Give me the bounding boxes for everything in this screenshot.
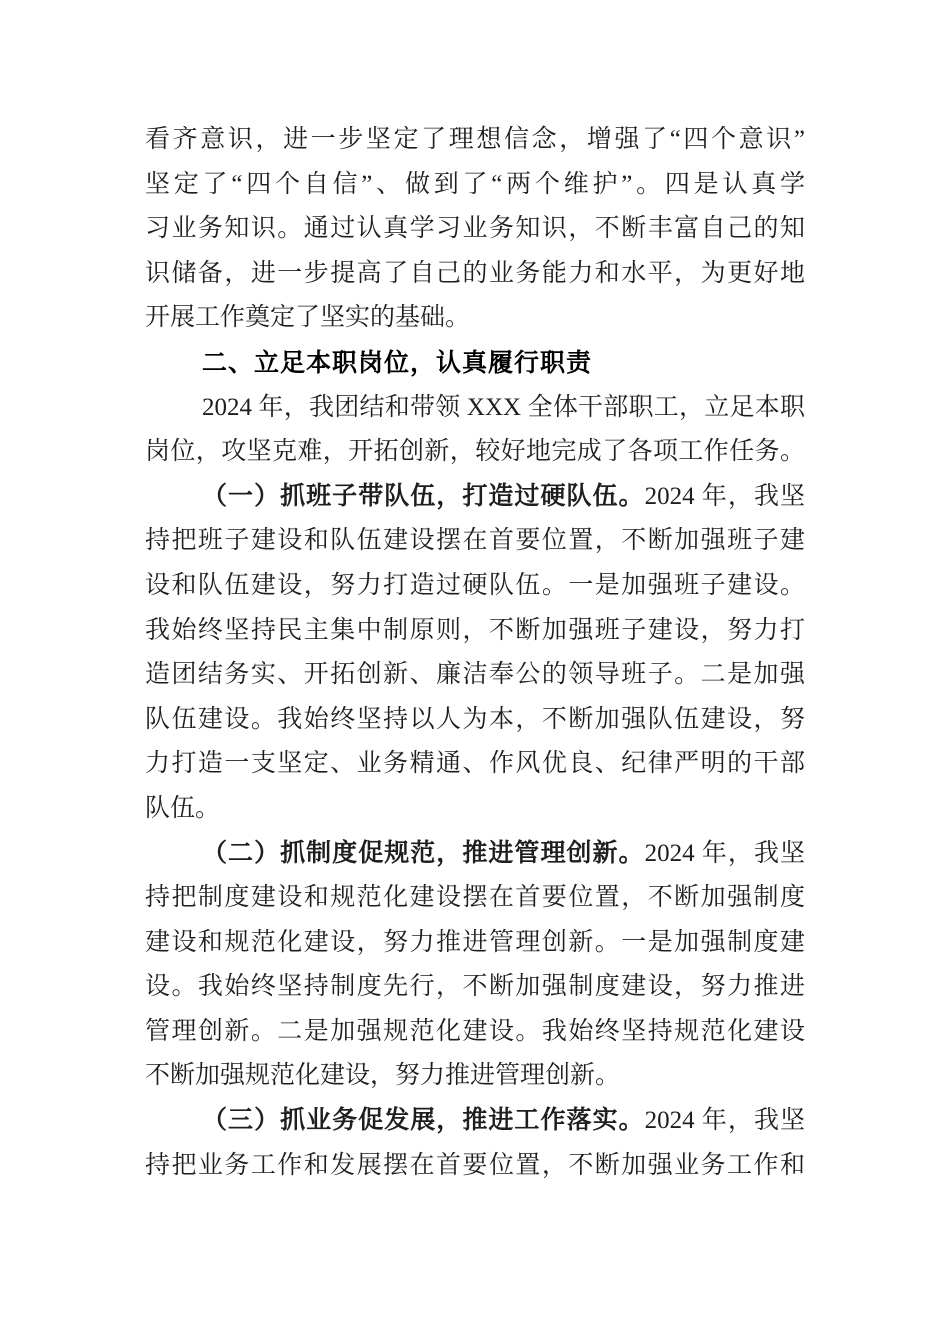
- text-line: [145, 921, 805, 966]
- text-line: [145, 1054, 805, 1099]
- text-line: [145, 1010, 805, 1055]
- text-run: 队伍。: [145, 794, 221, 822]
- text-line: [145, 832, 805, 877]
- text-run: 坚定了“四个自信”、做到了“两个维护”。四是认真学: [145, 170, 805, 198]
- text-line: [145, 787, 805, 832]
- text-line: [145, 296, 805, 341]
- text-run: 2024 年，我坚: [644, 839, 805, 867]
- text-run: 看齐意识，进一步坚定了理想信念，增强了“四个意识”: [145, 126, 805, 153]
- text-run: 识储备，进一步提高了自己的业务能力和水平，为更好地: [145, 259, 805, 287]
- text-run: 2024 年，我坚: [644, 482, 805, 510]
- text-block: [145, 118, 805, 1188]
- text-run: 我始终坚持民主集中制原则，不断加强班子建设，努力打: [145, 616, 805, 644]
- section-heading-line: [145, 341, 805, 386]
- text-run: 持把班子建设和队伍建设摆在首要位置，不断加强班子建: [145, 527, 805, 555]
- text-line: [145, 742, 805, 787]
- text-run: 2024 年，我坚: [644, 1107, 805, 1135]
- text-run: 习业务知识。通过认真学习业务知识，不断丰富自己的知: [145, 215, 805, 243]
- text-line: [145, 1099, 805, 1144]
- text-run: 设。我始终坚持制度先行，不断加强制度建设，努力推进: [145, 973, 805, 1001]
- text-run: 建设和规范化建设，努力推进管理创新。一是加强制度建: [145, 928, 805, 956]
- text-run: 力打造一支坚定、业务精通、作风优良、纪律严明的干部: [145, 750, 805, 778]
- bold-lead-run: （三）抓业务促发展，推进工作落实。: [202, 1107, 645, 1135]
- text-run: 2024 年，我团结和带领 XXX 全体干部职工，立足本职: [202, 393, 805, 421]
- text-line: [145, 430, 805, 475]
- text-line: [145, 207, 805, 252]
- text-line: [145, 965, 805, 1010]
- para-item-1: [145, 475, 805, 832]
- text-line: [145, 876, 805, 921]
- para-section-intro: [145, 386, 805, 475]
- para-continuation: [145, 118, 805, 341]
- bold-lead-run: （一）抓班子带队伍，打造过硬队伍。: [202, 482, 645, 510]
- text-run: 队伍建设。我始终坚持以人为本，不断加强队伍建设，努: [145, 705, 805, 733]
- text-run: 设和队伍建设，努力打造过硬队伍。一是加强班子建设。: [145, 571, 805, 599]
- text-run: 持把制度建设和规范化建设摆在首要位置，不断加强制度: [145, 884, 805, 912]
- text-run: 管理创新。二是加强规范化建设。我始终坚持规范化建设: [145, 1017, 805, 1045]
- para-item-2: [145, 832, 805, 1100]
- para-item-3: [145, 1099, 805, 1188]
- text-line: [145, 519, 805, 564]
- text-run: 持把业务工作和发展摆在首要位置，不断加强业务工作和: [145, 1151, 805, 1179]
- bold-lead-run: （二）抓制度促规范，推进管理创新。: [202, 839, 645, 867]
- text-line: [145, 1144, 805, 1189]
- text-line: [145, 653, 805, 698]
- text-line: [145, 475, 805, 520]
- text-run: 造团结务实、开拓创新、廉洁奉公的领导班子。二是加强: [145, 661, 805, 689]
- text-run: 不断加强规范化建设，努力推进管理创新。: [145, 1062, 621, 1090]
- text-line: [145, 386, 805, 431]
- text-line: [145, 698, 805, 743]
- text-line: [145, 609, 805, 654]
- bold-lead-run: 二、立足本职岗位，认真履行职责: [202, 348, 593, 377]
- text-line: [145, 163, 805, 208]
- section-heading-2: [145, 341, 805, 386]
- text-line: [145, 252, 805, 297]
- text-run: 岗位，攻坚克难，开拓创新，较好地完成了各项工作任务。: [145, 438, 805, 466]
- text-line: [145, 118, 805, 163]
- text-run: 开展工作奠定了坚实的基础。: [145, 304, 471, 332]
- text-line: [145, 564, 805, 609]
